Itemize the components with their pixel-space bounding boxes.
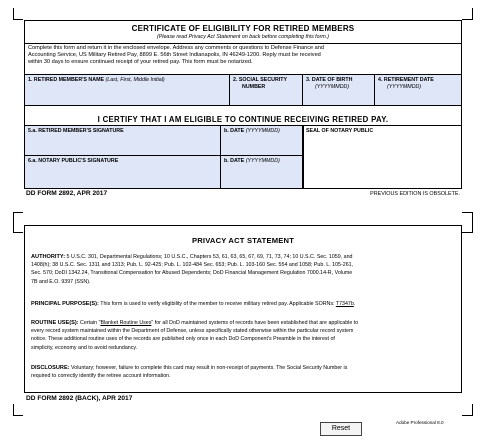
blanket-routine-uses-link[interactable]: Blanket Routine Uses xyxy=(100,320,152,326)
crop-mark xyxy=(472,404,473,416)
notary-seal-label: SEAL OF NOTARY PUBLIC xyxy=(306,128,374,134)
instruction-line: within 30 days to ensure continued receipt of your retired pay. This form must be notarized. xyxy=(28,59,253,66)
purpose-label: PRINCIPAL PURPOSE(S): xyxy=(31,301,99,307)
producer-label: Adobe Professional 8.0 xyxy=(396,420,444,425)
divider xyxy=(25,105,461,106)
authority-label: AUTHORITY: xyxy=(31,254,66,260)
crop-mark xyxy=(13,19,23,20)
reset-button[interactable]: Reset xyxy=(320,422,362,436)
routine-use-label: ROUTINE USE(S): xyxy=(31,320,79,326)
disclosure-label: DISCLOSURE: xyxy=(31,365,70,371)
authority-paragraph: AUTHORITY: 5 U.S.C. 301, Departmental Regulations; 10 U.S.C., Chapters 53, 61, 63, 65, 67, 69, 71, 73, 74; 10 U.S.C. Sec. 1059, and 1408(h); 38 U.S.C. Sec. 1311 and 1313; Pub. L. 92-425; Pub. L. 102-484 Sec. 653; Pub. L. 103-160 Sec. 554 and 1058; Pub. L. 105-261, Sec. 570; DoDI 1342.24, Transitional Compensation for Abused Dependents; DoD Financial Management Regulation 7000.14-R, Volume 7B and E.O. 9397 (SSN). xyxy=(31,254,354,285)
sorn-link[interactable]: T7347b xyxy=(335,301,354,307)
notary-signature-label: 6.a. NOTARY PUBLIC'S SIGNATURE xyxy=(28,158,119,164)
edition-note: PREVIOUS EDITION IS OBSOLETE. xyxy=(370,191,460,197)
retired-member-signature-label: 5.a. RETIRED MEMBER'S SIGNATURE xyxy=(28,128,124,134)
instruction-line: Complete this form and return it in the enclosed envelope. Address any comments or questions to Defense Finance and xyxy=(28,45,325,51)
crop-mark xyxy=(13,415,23,416)
crop-mark xyxy=(13,212,23,213)
date-of-birth-label: 3. DATE OF BIRTH (YYYYMMDD) xyxy=(306,77,353,90)
form-subtitle: (Please read Privacy Act Statement on back before completing this form.) xyxy=(156,34,330,40)
crop-mark xyxy=(462,19,472,20)
divider xyxy=(25,43,461,44)
disclosure-paragraph: DISCLOSURE: Voluntary; however, failure to complete this card may result in non-receipt of payments. The Social Security Number is required to correctly identify the retiree account information. xyxy=(31,365,348,380)
instruction-line: Accounting Service, US Military Retired Pay, 8899 E. 56th Street Indianapolis, IN 46249-1200. Reply must be received xyxy=(28,52,321,59)
signature-date-label: b. DATE (YYYYMMDD) xyxy=(224,128,280,134)
instructions xyxy=(26,45,462,67)
retirement-date-label: 4. RETIREMENT DATE (YYYYMMDD) xyxy=(378,77,434,90)
routine-use-paragraph: ROUTINE USE(S): Certain "Blanket Routine Uses" for all DoD maintained systems of records have been established that are applicable to every record system maintained within the Department of Defense, unless specifically stated otherwise within the particular record system notice. These additional routine uses of the records are published only once in each DoD Component's Preamble in the interest of simplicity, economy and to avoid redundancy. xyxy=(31,320,359,351)
crop-mark xyxy=(472,221,473,233)
form-title: CERTIFICATE OF ELIGIBILITY FOR RETIRED MEMBERS xyxy=(131,24,355,33)
crop-mark xyxy=(13,232,23,233)
certify-heading: I CERTIFY THAT I AM ELIGIBLE TO CONTINUE RECEIVING RETIRED PAY. xyxy=(97,115,389,124)
ssn-label: 2. SOCIAL SECURITY NUMBER xyxy=(233,77,288,90)
crop-mark xyxy=(462,415,472,416)
crop-mark xyxy=(462,232,472,233)
privacy-act-title: PRIVACY ACT STATEMENT xyxy=(191,236,295,245)
crop-mark xyxy=(462,212,472,213)
crop-mark xyxy=(472,8,473,20)
notary-date-label: b. DATE (YYYYMMDD) xyxy=(224,158,280,164)
form-number: DD FORM 2892, APR 2017 xyxy=(26,190,108,197)
back-form-number: DD FORM 2892 (BACK), APR 2017 xyxy=(26,395,133,402)
retired-member-name-label: 1. RETIRED MEMBER'S NAME (Last, First, Middle Initial) xyxy=(28,77,165,83)
seal-divider xyxy=(303,126,304,188)
purpose-paragraph: PRINCIPAL PURPOSE(S): This form is used to verify eligibility of the member to receive military retired pay. Applicable SORNs: T7347b. xyxy=(31,301,356,307)
